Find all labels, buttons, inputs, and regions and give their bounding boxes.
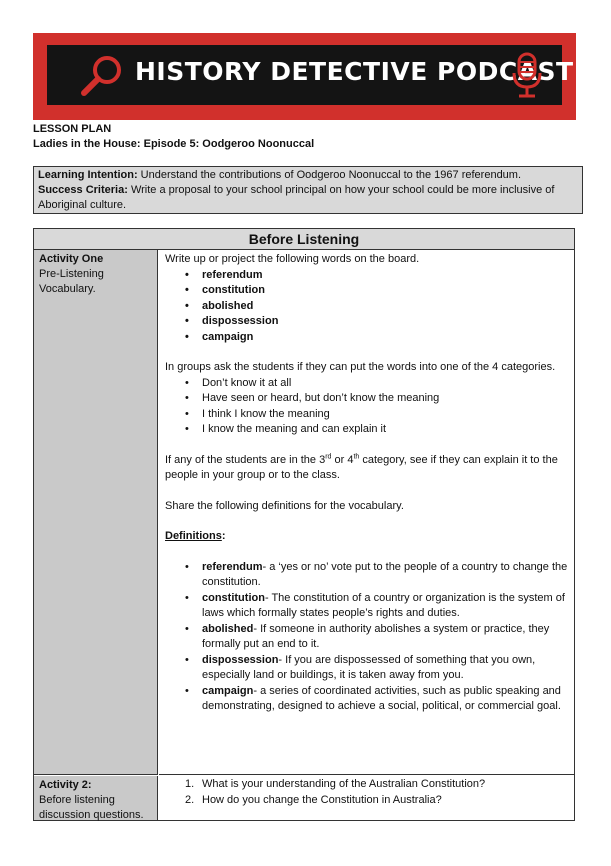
definition-item xyxy=(202,684,568,715)
vocab-word: • abolished xyxy=(202,299,568,315)
explain-sup-rd: rd xyxy=(325,452,332,460)
question-list xyxy=(165,777,568,808)
episode-title: Ladies in the House: Episode 5: Oodgeroo Noonuccal xyxy=(33,138,315,150)
definition-term: campaign xyxy=(202,684,254,697)
vocab-word: • dispossession xyxy=(202,314,568,330)
intro-text: Write up or project the following words on the board. xyxy=(165,253,420,265)
category-list xyxy=(165,376,568,438)
definition-item xyxy=(202,653,568,684)
definition-text: - The constitution of a country or organization is the system of laws which formally states people’s rights and duties. xyxy=(202,591,565,619)
learning-intention-box xyxy=(33,166,583,214)
definition-item xyxy=(202,560,568,591)
activity-two-cell xyxy=(34,776,158,820)
groups-text: In groups ask the students if they can put the words into one of the 4 categories. xyxy=(165,361,556,373)
question-item xyxy=(185,793,568,809)
learning-intention-label: Learning Intention: xyxy=(38,169,138,181)
category-item: • I know the meaning and can explain it xyxy=(202,422,568,438)
banner-inner xyxy=(47,45,574,105)
definitions-heading xyxy=(165,529,568,545)
success-criteria-label: Success Criteria: xyxy=(38,184,128,196)
activity-one-title: Activity One xyxy=(39,253,104,265)
definition-text: - a ‘yes or no’ vote put to the people of a country to change the constitution. xyxy=(202,560,568,588)
question-number: 1. xyxy=(185,778,195,790)
definitions-label: Definitions xyxy=(165,530,222,542)
explain-sup-th: th xyxy=(353,452,360,460)
activity-two-line2: discussion questions. xyxy=(39,809,144,821)
success-criteria-text: Write a proposal to your school principal on how your school could be more inclusive of Aboriginal culture. xyxy=(38,184,555,211)
definition-term: constitution xyxy=(202,591,265,604)
question-text: How do you change the Constitution in Australia? xyxy=(202,793,442,806)
definition-item xyxy=(202,591,568,622)
explain-text-a: If any of the students are in the 3 xyxy=(165,453,326,466)
explain-text-b: or 4 xyxy=(331,453,354,466)
definition-term: dispossession xyxy=(202,653,279,666)
activity-one-line1: Pre-Listening xyxy=(39,268,104,280)
podcast-banner xyxy=(33,33,576,120)
category-item: • I think I know the meaning xyxy=(202,407,568,423)
magnifying-glass-icon xyxy=(77,51,127,101)
vocab-word: • campaign xyxy=(202,330,568,346)
question-text: What is your understanding of the Australian Constitution? xyxy=(202,778,486,790)
learning-intention-text: Understand the contributions of Oodgeroo Noonuccal to the 1967 referendum. xyxy=(137,169,522,181)
activity-one-line2: Vocabulary. xyxy=(39,283,96,295)
definition-text: - a series of coordinated activities, such as public speaking and demonstrating, designed to achieve a social, political, or commercial goal. xyxy=(202,684,561,712)
activity-one-cell xyxy=(34,250,158,775)
lesson-header xyxy=(33,122,314,152)
definition-text: - If you are dispossessed of something that you own, especially land or buildings, it is taken away from you. xyxy=(202,653,536,681)
explain-text-c: category, see if they can explain it to the people in your group or to the class. xyxy=(165,453,558,481)
category-item: • Have seen or heard, but don’t know the meaning xyxy=(202,391,568,407)
definition-item xyxy=(202,622,568,653)
vocab-word: • referendum xyxy=(202,268,568,284)
activity-two-line1: Before listening xyxy=(39,794,115,806)
banner-title: HISTORY DETECTIVE PODCAST xyxy=(135,57,574,86)
lesson-table xyxy=(33,228,575,821)
activity-two-content xyxy=(159,776,574,820)
vocab-word: • constitution xyxy=(202,283,568,299)
category-item: • Don’t know it at all xyxy=(202,376,568,392)
vocab-word-list xyxy=(165,268,568,346)
definition-text: - If someone in authority abolishes a system or practice, they formally put an end to it. xyxy=(202,622,550,650)
explain-text xyxy=(165,453,568,484)
question-number: 2. xyxy=(185,793,195,806)
definition-list xyxy=(165,560,568,715)
definition-term: referendum xyxy=(202,560,263,573)
question-item xyxy=(185,777,568,793)
activity-one-content xyxy=(159,250,574,775)
table-header: Before Listening xyxy=(34,229,574,250)
lesson-plan-label: LESSON PLAN xyxy=(33,123,112,135)
success-criteria xyxy=(38,183,578,213)
definition-term: abolished xyxy=(202,622,254,635)
activity-two-title: Activity 2: xyxy=(39,779,92,791)
microphone-icon xyxy=(507,51,547,101)
share-text: Share the following definitions for the vocabulary. xyxy=(165,499,404,512)
learning-intention xyxy=(38,168,578,183)
definitions-colon: : xyxy=(221,530,226,542)
